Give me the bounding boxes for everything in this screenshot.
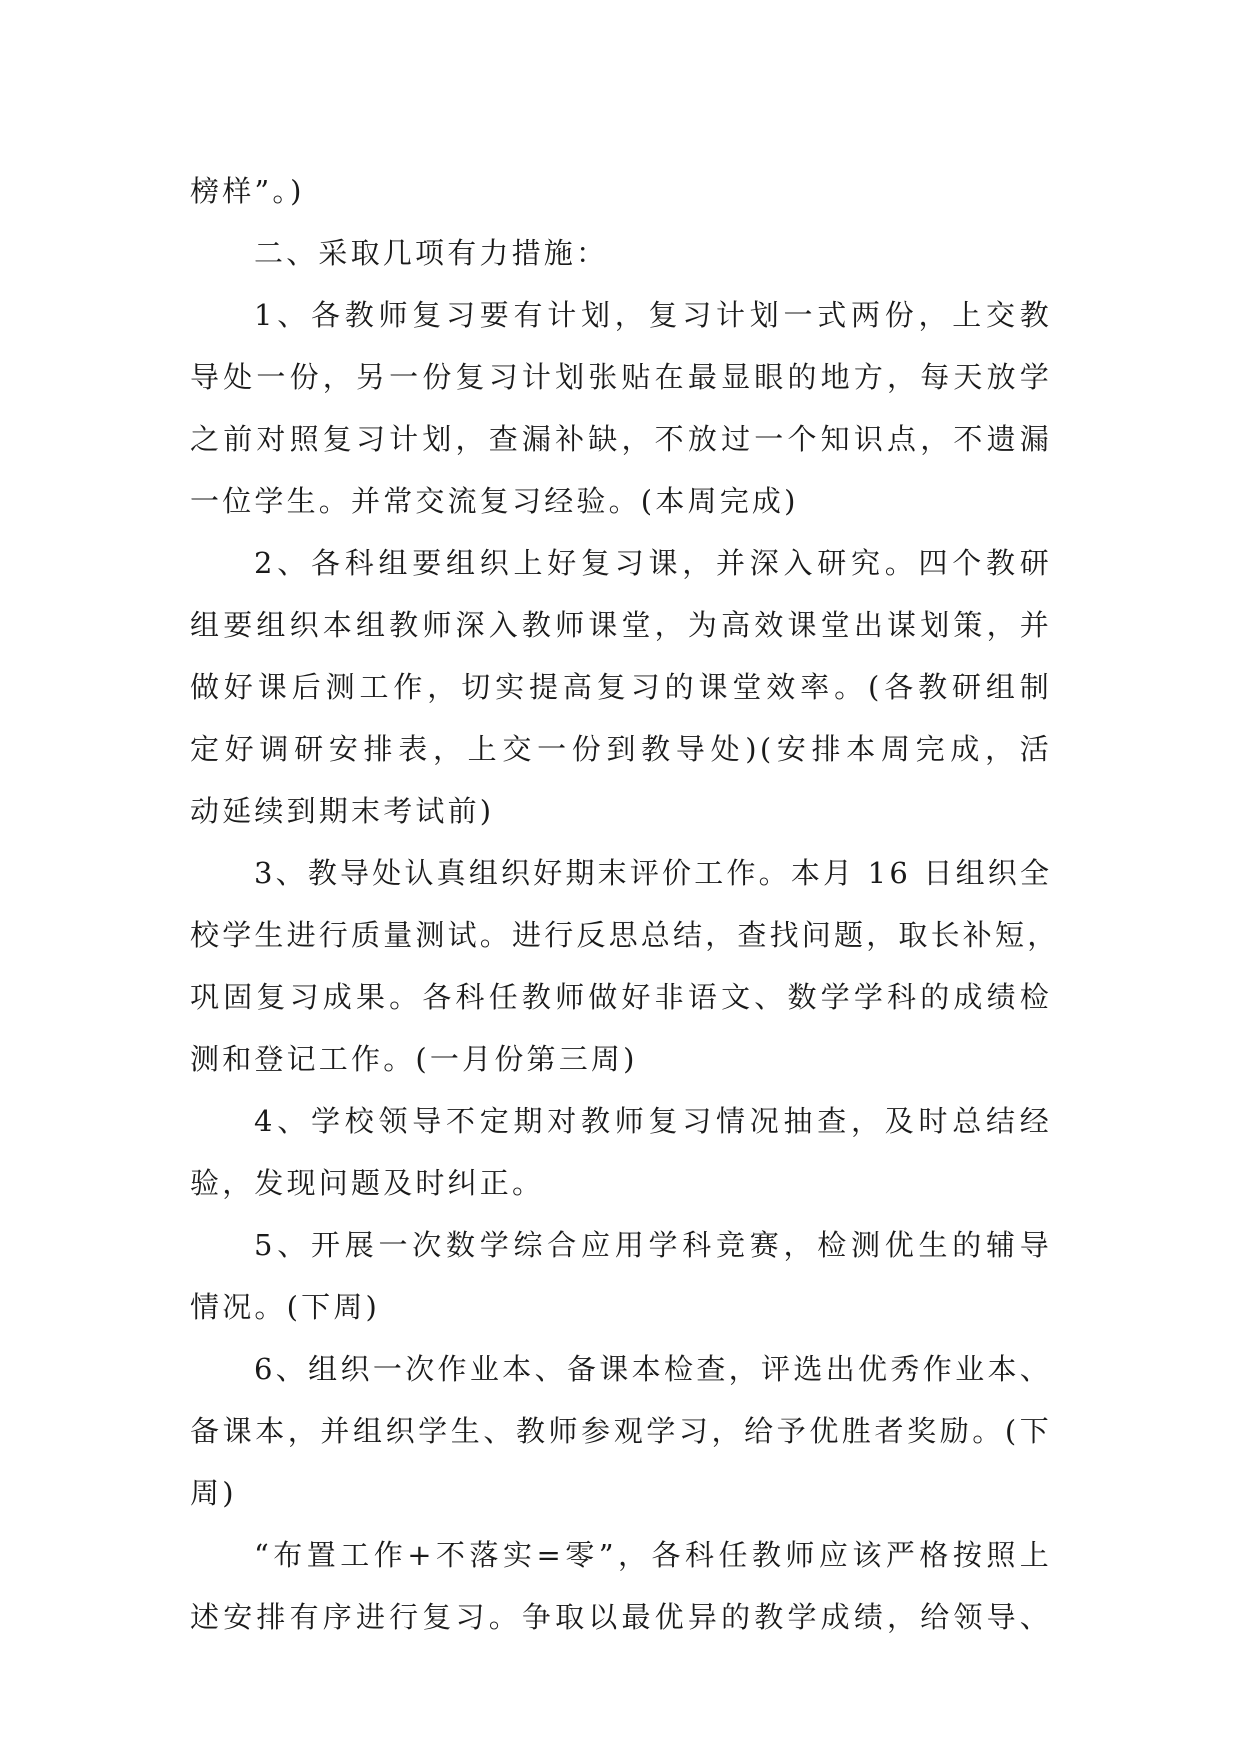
text-line: 导处一份，另一份复习计划张贴在最显眼的地方，每天放学 <box>190 360 1052 394</box>
section-heading: 二、采取几项有力措施： <box>254 236 609 270</box>
text-line: 定好调研安排表，上交一份到教导处)(安排本周完成，活 <box>190 732 1052 766</box>
text-line: 巩固复习成果。各科任教师做好非语文、数学学科的成绩检 <box>190 980 1052 1014</box>
text-line: 情况。(下周) <box>190 1290 381 1324</box>
text-line: 1、各教师复习要有计划，复习计划一式两份，上交教 <box>254 298 1052 332</box>
text-line: 动延续到期末考试前) <box>190 794 495 828</box>
text-line: 2、各科组要组织上好复习课，并深入研究。四个教研 <box>254 546 1052 580</box>
text-line: “布置工作+不落实=零”，各科任教师应该严格按照上 <box>254 1538 1052 1572</box>
text-line: 备课本，并组织学生、教师参观学习，给予优胜者奖励。(下 <box>190 1414 1052 1448</box>
text-line: 做好课后测工作，切实提高复习的课堂效率。(各教研组制 <box>190 670 1052 704</box>
text-line: 测和登记工作。(一月份第三周) <box>190 1042 638 1076</box>
text-line: 周) <box>190 1476 237 1510</box>
text-line: 3、教导处认真组织好期末评价工作。本月 16 日组织全 <box>254 856 1053 890</box>
text-line: 5、开展一次数学综合应用学科竞赛，检测优生的辅导 <box>254 1228 1052 1262</box>
text-line: 之前对照复习计划，查漏补缺，不放过一个知识点，不遗漏 <box>190 422 1052 456</box>
text-line: 一位学生。并常交流复习经验。(本周完成) <box>190 484 799 518</box>
text-line: 6、组织一次作业本、备课本检查，评选出优秀作业本、 <box>254 1352 1052 1386</box>
text-line: 榜样”。) <box>190 174 305 208</box>
text-line: 验，发现问题及时纠正。 <box>190 1166 545 1200</box>
text-line: 4、学校领导不定期对教师复习情况抽查，及时总结经 <box>254 1104 1052 1138</box>
text-line: 组要组织本组教师深入教师课堂，为高效课堂出谋划策，并 <box>190 608 1052 642</box>
document-body <box>190 160 1060 1648</box>
text-line: 述安排有序进行复习。争取以最优异的教学成绩，给领导、 <box>190 1600 1052 1634</box>
text-line: 校学生进行质量测试。进行反思总结，查找问题，取长补短， <box>190 918 1060 952</box>
